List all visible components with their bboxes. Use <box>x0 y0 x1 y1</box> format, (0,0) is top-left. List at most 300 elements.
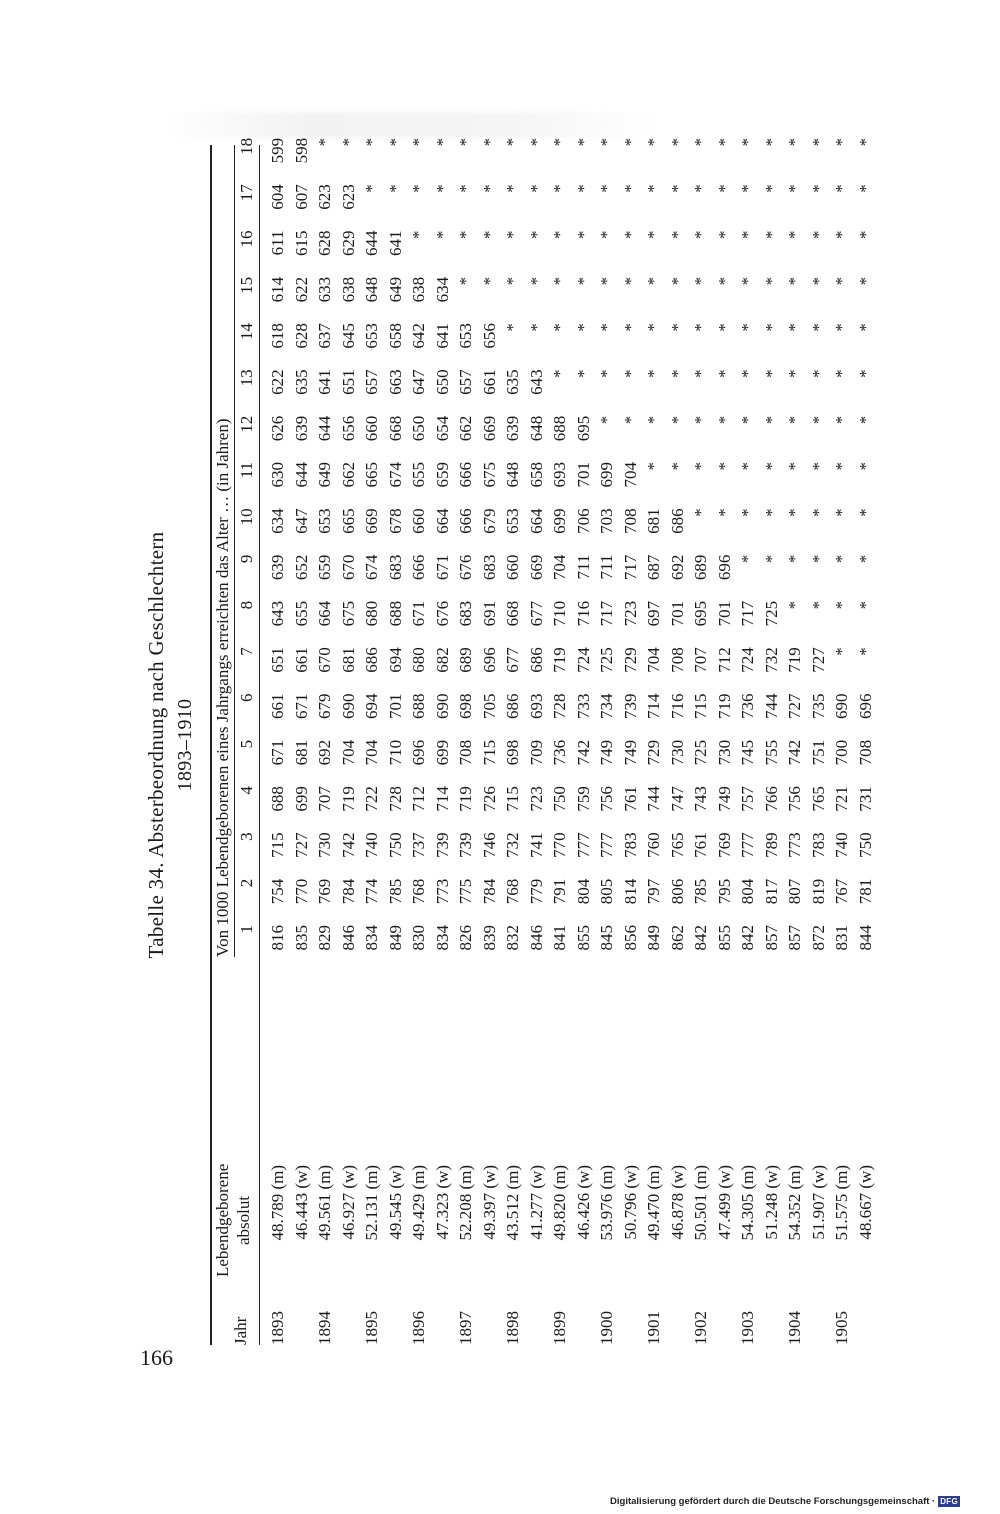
survivor-cell: * <box>667 462 687 471</box>
births-cell: 49.429 (m) <box>409 1165 428 1241</box>
survivor-cell: * <box>597 184 616 193</box>
survivor-cell: 711 <box>573 554 593 580</box>
births-cell: 54.352 (m) <box>785 1165 804 1241</box>
survivor-cell: 700 <box>832 739 851 766</box>
survivor-cell: 623 <box>315 184 334 210</box>
survivor-cell: 715 <box>503 786 522 812</box>
survivor-cell: * <box>479 137 499 147</box>
survivor-cell: * <box>503 184 522 193</box>
year-cell: 1900 <box>597 1311 616 1345</box>
survivor-cell: 688 <box>268 786 287 812</box>
survivor-cell: 739 <box>620 693 640 719</box>
survivor-cell: 699 <box>597 462 616 488</box>
survivor-cell: 746 <box>479 832 499 858</box>
survivor-cell: 855 <box>714 925 734 951</box>
survivor-cell: * <box>738 508 757 517</box>
survivor-cell: 611 <box>268 230 287 256</box>
year-cell: 1903 <box>738 1311 757 1345</box>
survivor-cell: 767 <box>832 878 851 905</box>
survivor-cell: 653 <box>456 323 475 349</box>
survivor-cell: * <box>785 508 804 517</box>
survivor-cell: 686 <box>526 647 546 673</box>
survivor-cell: 742 <box>338 832 358 858</box>
survivor-cell: * <box>362 137 381 147</box>
survivor-cell: * <box>503 137 522 147</box>
survivor-cell: * <box>573 230 593 239</box>
survivor-cell: 604 <box>268 184 287 210</box>
survivor-cell: 766 <box>761 786 781 812</box>
survivor-cell: 768 <box>503 878 522 905</box>
survivor-cell: 717 <box>738 600 757 627</box>
survivor-cell: * <box>832 415 851 425</box>
survivor-cell: * <box>785 323 804 332</box>
survivor-cell: 779 <box>526 878 546 905</box>
survivor-cell: * <box>738 230 757 239</box>
age-header-5: 5 <box>237 739 256 749</box>
survivor-cell: 740 <box>362 832 381 858</box>
survivor-cell: 677 <box>503 647 522 673</box>
survivor-cell: 666 <box>409 554 428 581</box>
survivor-cell: 639 <box>268 554 287 581</box>
survivor-cell: 716 <box>573 600 593 627</box>
digitization-footer <box>610 1496 960 1507</box>
survivor-cell: 708 <box>456 739 475 766</box>
survivor-cell: 765 <box>808 786 828 812</box>
survivor-cell: * <box>832 276 851 286</box>
survivor-cell: * <box>714 369 734 378</box>
survivor-cell: 826 <box>456 925 475 951</box>
survivor-cell: * <box>855 137 875 147</box>
survivor-cell: 638 <box>409 276 428 303</box>
survivor-cell: * <box>785 462 804 471</box>
survivor-cell: 674 <box>385 462 405 488</box>
survivor-cell: 644 <box>315 415 334 442</box>
survivor-cell: 744 <box>644 786 663 812</box>
survivor-cell: 663 <box>385 369 405 395</box>
year-cell: 1896 <box>409 1311 428 1345</box>
survivor-cell: 634 <box>268 508 287 534</box>
survivor-cell: * <box>479 184 499 193</box>
survivor-cell: 784 <box>338 878 358 905</box>
survivor-cell: 626 <box>268 415 287 442</box>
survivor-cell: 649 <box>385 276 405 303</box>
survivor-cell: 662 <box>338 462 358 488</box>
survivor-cell: * <box>832 600 851 610</box>
survivor-cell: 750 <box>385 832 405 858</box>
survivor-cell: 704 <box>620 462 640 488</box>
survivor-cell: 757 <box>738 786 757 812</box>
births-cell: 49.820 (m) <box>550 1165 569 1241</box>
survivor-cell: * <box>644 276 663 286</box>
survivor-cell: * <box>385 137 405 147</box>
survivor-cell: * <box>738 137 757 147</box>
births-cell: 54.305 (m) <box>738 1165 757 1241</box>
survivor-cell: 666 <box>456 462 475 488</box>
survivor-cell: 728 <box>385 786 405 812</box>
survivor-cell: 686 <box>503 693 522 719</box>
survivor-cell: 697 <box>644 600 663 627</box>
survivor-cell: 654 <box>432 415 452 442</box>
births-cell: 41.277 (w) <box>526 1165 546 1240</box>
survivor-cell: * <box>432 184 452 193</box>
survivor-cell: 683 <box>385 554 405 581</box>
survivor-cell: 765 <box>667 832 687 858</box>
survivor-cell: * <box>597 369 616 378</box>
survivor-cell: * <box>832 184 851 193</box>
survivor-cell: 750 <box>550 786 569 812</box>
survivor-cell: 676 <box>432 600 452 627</box>
survivor-cell: * <box>550 276 569 286</box>
survivor-cell: 777 <box>573 832 593 858</box>
survivor-cell: 704 <box>362 739 381 766</box>
survivor-cell: * <box>855 184 875 193</box>
survivor-cell: * <box>644 137 663 147</box>
survivor-cell: * <box>667 369 687 378</box>
survivor-cell: 691 <box>479 600 499 627</box>
survivor-cell: 729 <box>644 739 663 766</box>
survivor-cell: 717 <box>620 554 640 581</box>
survivor-cell: 618 <box>268 323 287 349</box>
survivor-cell: * <box>644 323 663 332</box>
survivor-cell: 791 <box>550 878 569 905</box>
survivor-cell: 615 <box>291 230 311 256</box>
survivor-cell: 857 <box>761 925 781 951</box>
survivor-cell: 719 <box>550 647 569 673</box>
survivor-cell: * <box>597 230 616 239</box>
survivor-cell: 658 <box>385 323 405 349</box>
survivor-cell: * <box>620 276 640 286</box>
survivor-cell: 680 <box>362 600 381 627</box>
survivor-cell: 807 <box>785 878 804 905</box>
age-header-10: 10 <box>237 508 256 526</box>
survivor-cell: 669 <box>526 554 546 581</box>
survivor-cell: * <box>714 462 734 471</box>
births-cell: 47.499 (w) <box>714 1165 734 1240</box>
survivor-cell: 846 <box>338 925 358 951</box>
survivor-cell: * <box>832 508 851 517</box>
survivor-cell: 733 <box>573 693 593 719</box>
survivor-cell: 648 <box>503 462 522 488</box>
survivor-cell: 696 <box>855 693 875 719</box>
survivor-cell: * <box>738 554 757 564</box>
survivor-cell: 681 <box>644 508 663 534</box>
survivor-cell: 804 <box>738 878 757 905</box>
survivor-cell: * <box>808 323 828 332</box>
survivor-cell: * <box>667 415 687 425</box>
survivor-cell: * <box>550 230 569 239</box>
dfg-logo: DFG <box>940 1497 958 1506</box>
survivor-cell: * <box>691 137 710 147</box>
survivor-cell: * <box>503 276 522 286</box>
survivor-cell: 704 <box>550 554 569 581</box>
survivor-cell: 774 <box>362 878 381 905</box>
survivor-cell: 638 <box>338 276 358 303</box>
survivor-cell: 661 <box>268 693 287 719</box>
survivor-cell: 727 <box>808 647 828 673</box>
survivor-cell: * <box>456 230 475 239</box>
survivor-cell: 708 <box>620 508 640 534</box>
survivor-cell: 770 <box>291 878 311 905</box>
survivor-cell: 706 <box>573 508 593 534</box>
survivor-cell: 777 <box>597 832 616 858</box>
survivor-cell: 628 <box>315 230 334 256</box>
age-header-12: 12 <box>237 415 256 433</box>
births-cell: 46.927 (w) <box>338 1165 358 1240</box>
survivor-cell: 804 <box>573 878 593 905</box>
births-cell: 49.561 (m) <box>315 1165 334 1241</box>
survivor-cell: * <box>855 369 875 378</box>
survivor-cell: 690 <box>338 693 358 719</box>
survivor-cell: 769 <box>315 878 334 905</box>
survivor-cell: * <box>855 415 875 425</box>
age-header-15: 15 <box>237 276 256 294</box>
survivor-cell: 679 <box>479 508 499 534</box>
survivor-cell: * <box>738 323 757 332</box>
survivor-cell: 751 <box>808 739 828 766</box>
survivor-cell: 857 <box>785 925 804 951</box>
survivor-cell: 719 <box>338 786 358 812</box>
survivor-cell: * <box>597 415 616 425</box>
survivor-cell: 664 <box>432 508 452 534</box>
survivor-cell: 655 <box>409 462 428 488</box>
survivor-cell: 734 <box>597 693 616 719</box>
survivor-cell: 666 <box>456 508 475 534</box>
survivor-cell: 736 <box>550 739 569 766</box>
births-cell: 52.208 (m) <box>456 1165 475 1241</box>
survivor-cell: 862 <box>667 925 687 951</box>
survivor-cell: 698 <box>456 693 475 719</box>
year-cell: 1897 <box>456 1311 475 1345</box>
survivor-cell: 647 <box>291 508 311 534</box>
survivor-cell: * <box>526 137 546 147</box>
survivor-cell: 681 <box>291 739 311 766</box>
survivor-cell: 669 <box>362 508 381 534</box>
survivor-cell: * <box>620 184 640 193</box>
survivor-cell: * <box>691 508 710 517</box>
survivor-cell: 760 <box>644 832 663 858</box>
survivor-cell: 689 <box>691 554 710 581</box>
survivor-cell: 642 <box>409 323 428 349</box>
survivor-cell: * <box>691 369 710 378</box>
survivor-cell: * <box>456 184 475 193</box>
births-cell: 48.789 (m) <box>268 1165 287 1241</box>
survivor-cell: 727 <box>785 693 804 719</box>
survivor-cell: 777 <box>738 832 757 858</box>
survivor-cell: 677 <box>526 600 546 627</box>
survivor-cell: * <box>644 462 663 471</box>
survivor-cell: 645 <box>338 323 358 349</box>
survivor-cell: 832 <box>503 925 522 951</box>
survivor-cell: * <box>338 137 358 147</box>
survivor-cell: 740 <box>832 832 851 858</box>
survivor-cell: 695 <box>573 415 593 442</box>
survivor-cell: * <box>761 230 781 239</box>
survivor-cell: 797 <box>644 878 663 905</box>
survivor-cell: 715 <box>479 739 499 766</box>
survivor-cell: 648 <box>526 415 546 442</box>
age-header-18: 18 <box>237 137 256 155</box>
survivor-cell: 730 <box>315 832 334 858</box>
survivor-cell: * <box>620 323 640 332</box>
survivor-cell: 773 <box>785 832 804 858</box>
survivor-cell: * <box>714 184 734 193</box>
survivor-cell: 656 <box>479 323 499 349</box>
survivor-cell: 834 <box>432 925 452 951</box>
survivor-cell: 856 <box>620 925 640 951</box>
age-header-6: 6 <box>237 693 256 702</box>
survivor-cell: 669 <box>479 415 499 442</box>
survivor-cell: 671 <box>291 693 311 719</box>
age-header-4: 4 <box>237 786 256 795</box>
survivor-cell: 759 <box>573 786 593 812</box>
survivor-cell: * <box>691 415 710 425</box>
year-cell: 1893 <box>268 1311 287 1345</box>
survivor-cell: 688 <box>385 600 405 627</box>
survivor-cell: 849 <box>385 925 405 951</box>
survivor-cell: * <box>479 276 499 286</box>
survivor-cell: 675 <box>338 600 358 627</box>
births-cell: 46.878 (w) <box>667 1165 687 1240</box>
survivor-cell: * <box>738 276 757 286</box>
survivor-cell: 696 <box>479 647 499 673</box>
survivor-cell: * <box>855 462 875 471</box>
survivor-cell: 622 <box>291 276 311 303</box>
survivor-cell: * <box>832 230 851 239</box>
header-lebendgeborene: Lebendgeborene <box>213 1163 232 1277</box>
survivor-cell: 730 <box>667 739 687 766</box>
survivor-cell: 725 <box>761 600 781 627</box>
survivor-cell: * <box>597 276 616 286</box>
survivor-cell: 688 <box>409 693 428 719</box>
survivor-cell: * <box>855 508 875 517</box>
survivor-cell: 665 <box>338 508 358 534</box>
age-header-16: 16 <box>237 230 256 248</box>
survivor-cell: 701 <box>714 600 734 627</box>
survivor-cell: * <box>761 415 781 425</box>
births-cell: 51.907 (w) <box>808 1165 828 1240</box>
survivor-cell: 664 <box>315 600 334 627</box>
births-cell: 53.976 (m) <box>597 1165 616 1241</box>
births-cell: 43.512 (m) <box>503 1165 522 1241</box>
survivor-cell: 648 <box>362 276 381 303</box>
survivor-cell: 839 <box>479 925 499 951</box>
survivor-cell: * <box>644 230 663 239</box>
survivor-cell: 701 <box>385 693 405 719</box>
survivor-cell: 784 <box>479 878 499 905</box>
survivor-cell: * <box>855 323 875 332</box>
survivor-cell: * <box>738 369 757 378</box>
survivor-cell: 699 <box>291 786 311 812</box>
survivor-cell: * <box>832 462 851 471</box>
survivor-cell: 844 <box>855 925 875 951</box>
survivor-cell: 814 <box>620 878 640 905</box>
survivor-cell: 650 <box>432 369 452 395</box>
survivor-cell: * <box>691 276 710 286</box>
survivor-cell: 756 <box>597 786 616 812</box>
survivor-cell: 694 <box>362 693 381 719</box>
survivor-cell: * <box>714 230 734 239</box>
top-rule <box>210 145 212 1345</box>
survivor-cell: 736 <box>738 693 757 719</box>
survivor-cell: 707 <box>691 647 710 673</box>
survivor-cell: * <box>855 230 875 239</box>
survivor-cell: 761 <box>620 786 640 812</box>
survivor-cell: * <box>714 276 734 286</box>
survivor-cell: * <box>550 369 569 378</box>
survivor-cell: 680 <box>409 647 428 673</box>
survivor-cell: * <box>479 230 499 239</box>
survivor-cell: 668 <box>385 415 405 442</box>
births-cell: 50.796 (w) <box>620 1165 640 1240</box>
survivor-cell: * <box>620 137 640 147</box>
survivor-cell: 768 <box>409 878 428 905</box>
survivor-cell: 659 <box>432 462 452 488</box>
survivor-cell: * <box>573 137 593 147</box>
survivor-cell: 701 <box>667 600 687 627</box>
age-header-13: 13 <box>237 369 256 387</box>
survivor-cell: 722 <box>362 786 381 812</box>
survivor-cell: * <box>738 415 757 425</box>
survivor-cell: 749 <box>620 739 640 766</box>
survivor-cell: * <box>785 230 804 239</box>
survivor-cell: * <box>667 230 687 239</box>
survivor-cell: 717 <box>597 600 616 627</box>
births-cell: 51.248 (w) <box>761 1165 781 1240</box>
survivor-cell: 795 <box>714 878 734 905</box>
survivor-cell: 696 <box>714 554 734 581</box>
survivor-cell: * <box>409 230 428 239</box>
survivor-cell: 831 <box>832 925 851 951</box>
survivor-cell: 770 <box>550 832 569 858</box>
survivor-cell: * <box>620 369 640 378</box>
survivor-cell: 747 <box>667 786 687 812</box>
survivor-cell: 712 <box>714 647 734 673</box>
survivor-cell: * <box>667 276 687 286</box>
survivor-cell: * <box>691 462 710 471</box>
footer-text: Digitalisierung gefördert durch die Deutsche Forschungsgemeinschaft · <box>610 1496 936 1507</box>
survivor-cell: 639 <box>291 415 311 442</box>
births-cell: 51.575 (m) <box>832 1165 851 1241</box>
survivor-cell: 671 <box>432 554 452 581</box>
survivor-cell: 686 <box>362 647 381 673</box>
survivor-cell: 693 <box>526 693 546 719</box>
survivor-cell: * <box>808 276 828 286</box>
survivor-cell: * <box>785 369 804 378</box>
survivor-cell: 741 <box>526 832 546 858</box>
age-header-14: 14 <box>237 323 256 341</box>
survivor-cell: * <box>691 184 710 193</box>
survivor-cell: 647 <box>409 369 428 395</box>
survivor-cell: 714 <box>644 693 663 719</box>
survivor-cell: * <box>832 137 851 147</box>
survivor-cell: * <box>761 276 781 286</box>
survivor-cell: 728 <box>550 693 569 719</box>
survivor-cell: 695 <box>691 600 710 627</box>
age-header-8: 8 <box>237 600 256 610</box>
survivor-cell: * <box>832 369 851 378</box>
survivor-cell: 657 <box>456 369 475 395</box>
survivor-cell: 653 <box>503 508 522 534</box>
survivor-cell: 723 <box>620 600 640 627</box>
survivor-cell: 639 <box>503 415 522 442</box>
survivor-cell: 678 <box>385 508 405 534</box>
survivor-cell: 694 <box>385 647 405 673</box>
survivor-cell: * <box>667 323 687 332</box>
survivor-cell: 715 <box>268 832 287 858</box>
survivor-cell: * <box>808 369 828 378</box>
survivor-cell: * <box>644 369 663 378</box>
survivor-cell: 644 <box>291 462 311 488</box>
